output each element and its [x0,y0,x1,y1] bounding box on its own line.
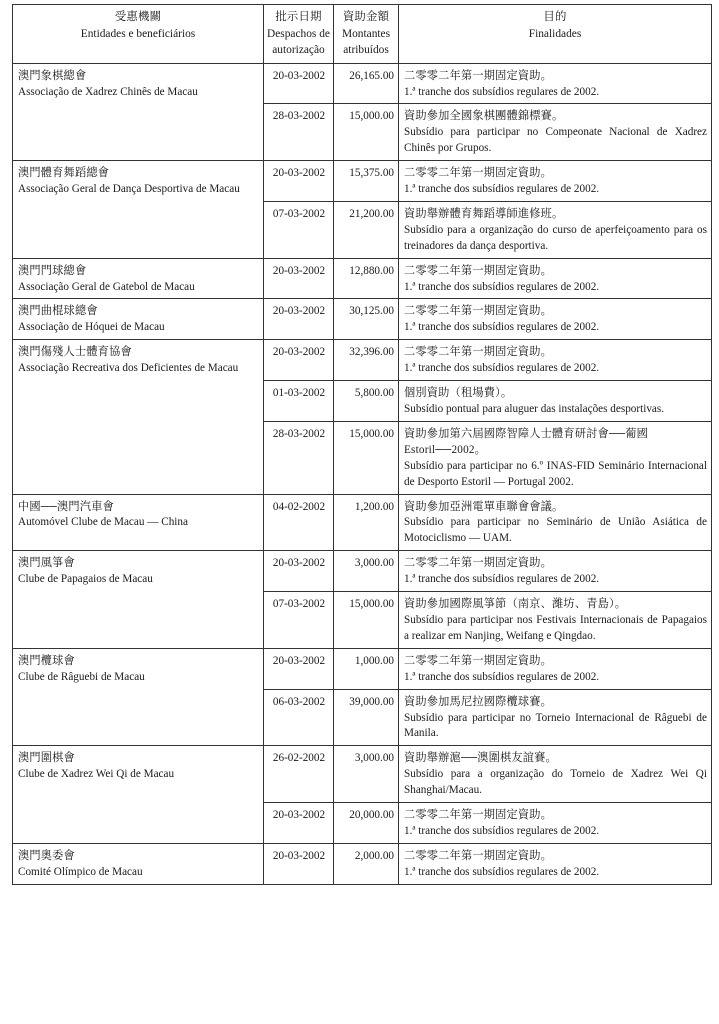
amount-cell: 3,000.00 [334,746,399,803]
purpose-cell [399,803,712,844]
entity-cell [13,494,264,551]
amount-cell: 26,165.00 [334,63,399,104]
table-header [13,5,712,64]
entity-name-zh: 澳門奧委會 [18,849,75,862]
date-cell: 28-03-2002 [264,421,334,494]
purpose-cell [399,746,712,803]
entity-name-pt: Clube de Xadrez Wei Qi de Macau [18,768,175,781]
entity-name-pt: Comité Olímpico de Macau [18,865,143,878]
amount-cell: 15,000.00 [334,104,399,161]
entity-cell [13,551,264,649]
purpose-pt: 1.ª tranche dos subsídios regulares de 2002. [404,321,600,334]
table-row [13,299,712,340]
table-row [13,63,712,104]
header-purpose-pt: Finalidades [528,27,582,40]
amount-cell: 2,000.00 [334,843,399,884]
entity-name-pt: Associação de Xadrez Chinês de Macau [18,85,198,98]
purpose-cell [399,648,712,689]
amount-cell: 15,000.00 [334,592,399,649]
purpose-zh: 資助參加全國象棋團體錦標賽。 [404,110,564,123]
purpose-pt: 1.ª tranche dos subsídios regulares de 2002. [404,280,600,293]
purpose-pt: 1.ª tranche dos subsídios regulares de 2002. [404,670,600,683]
entity-cell [13,648,264,746]
amount-cell: 20,000.00 [334,803,399,844]
amount-cell: 12,880.00 [334,258,399,299]
purpose-cell [399,381,712,422]
entity-name-pt: Associação Geral de Gatebol de Macau [18,280,195,293]
purpose-zh: 二零零二年第一期固定資助。 [404,809,553,822]
entity-name-zh: 澳門欖球會 [18,654,75,667]
amount-cell: 30,125.00 [334,299,399,340]
table-row [13,340,712,381]
table-row [13,746,712,803]
header-amount [334,5,399,64]
date-cell: 06-03-2002 [264,689,334,746]
purpose-cell [399,494,712,551]
purpose-pt: Subsídio para a organização do Torneio de Xadrez Wei Qi Shanghai/Macau. [404,768,707,797]
date-cell: 20-03-2002 [264,340,334,381]
date-cell: 20-03-2002 [264,161,334,202]
date-cell: 20-03-2002 [264,551,334,592]
date-cell: 26-02-2002 [264,746,334,803]
date-cell: 20-03-2002 [264,63,334,104]
entity-name-pt: Automóvel Clube de Macau — China [18,516,188,529]
purpose-pt: 1.ª tranche dos subsídios regulares de 2002. [404,85,600,98]
purpose-pt: Subsídio para participar no 6.º INAS-FID Seminário Internacional de Desporto Estoril — Portugal 2002. [404,459,707,488]
header-purpose [399,5,712,64]
amount-cell: 15,000.00 [334,421,399,494]
purpose-pt: Subsídio para participar no Compeonate Nacional de Xadrez Chinês por Grupos. [404,126,707,155]
table-body [13,63,712,884]
entity-name-pt: Associação de Hóquei de Macau [18,321,165,334]
purpose-cell [399,689,712,746]
entity-cell [13,746,264,844]
date-cell: 04-02-2002 [264,494,334,551]
purpose-pt: Subsídio para participar nos Festivais Internacionais de Papagaios a realizar em Nanjing, Weifang e Qingdao. [404,613,707,642]
purpose-pt: 1.ª tranche dos subsídios regulares de 2002. [404,865,600,878]
entity-name-zh: 澳門風箏會 [18,557,75,570]
purpose-cell [399,340,712,381]
purpose-cell [399,161,712,202]
amount-cell: 39,000.00 [334,689,399,746]
subsidy-table [12,4,712,885]
amount-cell: 3,000.00 [334,551,399,592]
purpose-zh: 二零零二年第一期固定資助。 [404,305,553,318]
entity-cell [13,299,264,340]
purpose-pt: Subsídio para a organização do curso de aperfeiçoamento para os treinadores da dança desportiva. [404,223,707,252]
table-row [13,494,712,551]
header-amount-zh: 資助金額 [342,11,390,23]
date-cell: 20-03-2002 [264,803,334,844]
amount-cell: 1,200.00 [334,494,399,551]
header-amount-pt1: Montantes [341,27,391,40]
amount-cell: 21,200.00 [334,201,399,258]
amount-cell: 5,800.00 [334,381,399,422]
entity-cell [13,340,264,494]
entity-name-pt: Associação Geral de Dança Desportiva de Macau [18,183,240,196]
entity-name-zh: 澳門圍棋會 [18,752,75,765]
purpose-pt: 1.ª tranche dos subsídios regulares de 2002. [404,824,600,837]
purpose-zh: 二零零二年第一期固定資助。 [404,264,553,277]
purpose-pt: Subsídio para participar no Torneio Internacional de Râguebi de Manila. [404,711,707,740]
date-cell: 01-03-2002 [264,381,334,422]
header-entity-zh: 受惠機關 [114,11,162,23]
table-row [13,161,712,202]
entity-name-zh: 中國──澳門汽車會 [18,500,114,513]
table-row [13,258,712,299]
purpose-zh: 二零零二年第一期固定資助。 [404,557,553,570]
table-row [13,648,712,689]
purpose-cell [399,258,712,299]
purpose-zh: 二零零二年第一期固定資助。 [404,654,553,667]
purpose-pt: 1.ª tranche dos subsídios regulares de 2002. [404,183,600,196]
purpose-cell [399,299,712,340]
purpose-zh: 二零零二年第一期固定資助。 [404,346,553,359]
date-cell: 20-03-2002 [264,258,334,299]
header-purpose-zh: 目的 [543,11,567,23]
entity-cell [13,161,264,259]
header-entity-pt: Entidades e beneficiários [80,27,196,40]
header-date-pt1: Despachos de [267,27,330,40]
header-entity [13,5,264,64]
purpose-cell [399,421,712,494]
entity-name-pt: Clube de Papagaios de Macau [18,573,153,586]
purpose-zh: 資助參加亞洲電單車聯會會議。 [404,500,564,513]
entity-name-zh: 澳門象棋總會 [18,69,87,82]
date-cell: 20-03-2002 [264,648,334,689]
purpose-cell [399,104,712,161]
purpose-zh: 二零零二年第一期固定資助。 [404,849,553,862]
purpose-pt: Subsídio para participar no Seminário de União Asiática de Motociclismo — UAM. [404,516,707,545]
entity-cell [13,258,264,299]
purpose-zh: 二零零二年第一期固定資助。 [404,69,553,82]
purpose-pt: Subsídio pontual para aluguer das instalações desportivas. [404,403,665,415]
entity-name-zh: 澳門體育舞蹈總會 [18,167,110,180]
amount-cell: 1,000.00 [334,648,399,689]
entity-cell [13,63,264,161]
amount-cell: 15,375.00 [334,161,399,202]
amount-cell: 32,396.00 [334,340,399,381]
entity-name-zh: 澳門曲棍球總會 [18,305,98,318]
purpose-cell [399,843,712,884]
purpose-zh: 資助參加國際風箏節（南京、濰坊、青島）。 [404,598,627,611]
purpose-pt: 1.ª tranche dos subsídios regulares de 2002. [404,362,600,375]
entity-cell [13,843,264,884]
purpose-pt: 1.ª tranche dos subsídios regulares de 2002. [404,573,600,586]
header-date [264,5,334,64]
purpose-cell [399,201,712,258]
entity-name-pt: Clube de Râguebi de Macau [18,670,145,683]
entity-name-pt: Associação Recreativa dos Deficientes de Macau [18,362,239,375]
entity-name-zh: 澳門傷殘人士體育協會 [18,346,132,359]
header-amount-pt2: atribuídos [343,44,389,57]
purpose-cell [399,592,712,649]
purpose-zh: 個別資助（租場費）。 [404,387,513,400]
date-cell: 20-03-2002 [264,299,334,340]
purpose-zh: 資助參加第六屆國際智障人士體育研討會──葡國Estoril──2002。 [404,427,649,456]
purpose-cell [399,63,712,104]
entity-name-zh: 澳門門球總會 [18,264,87,277]
date-cell: 20-03-2002 [264,843,334,884]
purpose-zh: 資助舉辦滬──澳圍棋友誼賽。 [404,752,557,765]
purpose-zh: 資助參加馬尼拉國際欖球賽。 [404,695,553,708]
header-date-zh: 批示日期 [275,11,322,23]
table-row [13,551,712,592]
date-cell: 07-03-2002 [264,592,334,649]
table-row [13,843,712,884]
header-date-pt2: autorização [272,44,325,57]
purpose-zh: 資助舉辦體育舞蹈導師進修班。 [404,207,564,220]
date-cell: 07-03-2002 [264,201,334,258]
purpose-cell [399,551,712,592]
purpose-zh: 二零零二年第一期固定資助。 [404,167,553,180]
date-cell: 28-03-2002 [264,104,334,161]
